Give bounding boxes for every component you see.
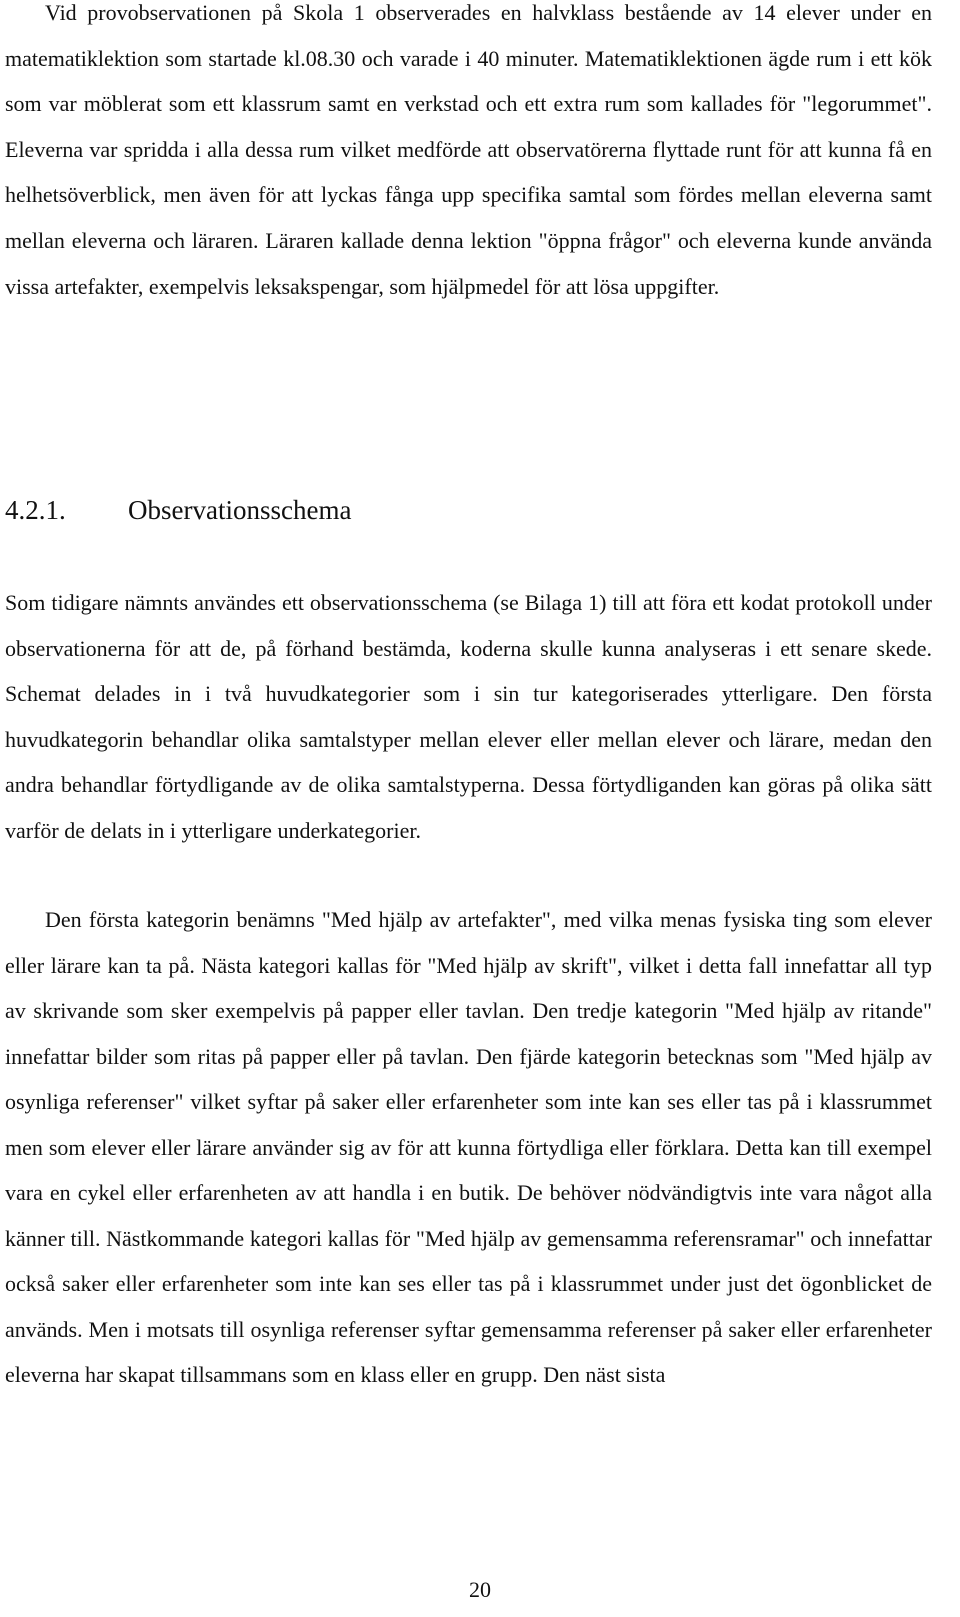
paragraph-categories: Den första kategorin benämns "Med hjälp av artefakter", med vilka menas fysiska ting som elever eller lärare kan ta på. Nästa kategori kallas för "Med hjälp av skrift", vilket i detta fall innefattar all typ av skrivande som sker exempelvis på papper eller tavlan. Den tredje kategorin "Med hjälp av ritande" innefattar bilder som ritas på papper eller på tavlan. Den fjärde kategorin betecknas som "Med hjälp av osynliga referenser" vilket syftar på saker eller erfarenheter som inte kan ses eller tas på i klassrummet men som elever eller lärare använder sig av för att kunna förtydliga eller förklara. Detta kan till exempel vara en cykel eller erfarenheten av att handla i en butik. De behöver nödvändigtvis inte vara något alla känner till. Nästkommande kategori kallas för "Med hjälp av gemensamma referensramar" och innefattar också saker eller erfarenheter som inte kan ses eller tas på i klassrummet under just det ögonblicket de används. Men i motsats till osynliga referenser syftar gemensamma referenser på saker eller erfarenheter eleverna har skapat tillsammans som en klass eller en grupp. Den näst sista: [5, 907, 932, 1387]
section-heading: [5, 490, 351, 530]
paragraph-observation-intro: Vid provobservationen på Skola 1 observerades en halvklass bestående av 14 elever under en matematiklektion som startade kl.08.30 och varade i 40 minuter. Matematiklektionen ägde rum i ett kök som var möblerat som ett klassrum samt en verkstad och ett extra rum som kallades för "legorummet". Eleverna var spridda i alla dessa rum vilket medförde att observatörerna flyttade runt för att kunna få en helhetsöverblick, men även för att lyckas fånga upp specifika samtal som fördes mellan eleverna samt mellan eleverna och läraren. Läraren kallade denna lektion "öppna frågor" och eleverna kunde använda vissa artefakter, exempelvis leksakspengar, som hjälpmedel för att lösa uppgifter.: [5, 0, 932, 299]
paragraph-observation-schema: Som tidigare nämnts användes ett observationsschema (se Bilaga 1) till att föra ett kodat protokoll under observationerna för att de, på förhand bestämda, koderna skulle kunna analyseras i ett senare skede. Schemat delades in i två huvudkategorier som i sin tur kategoriserades ytterligare. Den första huvudkategorin behandlar olika samtalstyper mellan elever eller mellan elever och lärare, medan den andra behandlar förtydligande av de olika samtalstyperna. Dessa förtydliganden kan göras på olika sätt varför de delats in i ytterligare underkategorier.: [5, 590, 932, 843]
section-title: Observationsschema: [128, 495, 352, 525]
page-number: 20: [469, 1577, 491, 1602]
section-number: 4.2.1.: [5, 495, 66, 525]
